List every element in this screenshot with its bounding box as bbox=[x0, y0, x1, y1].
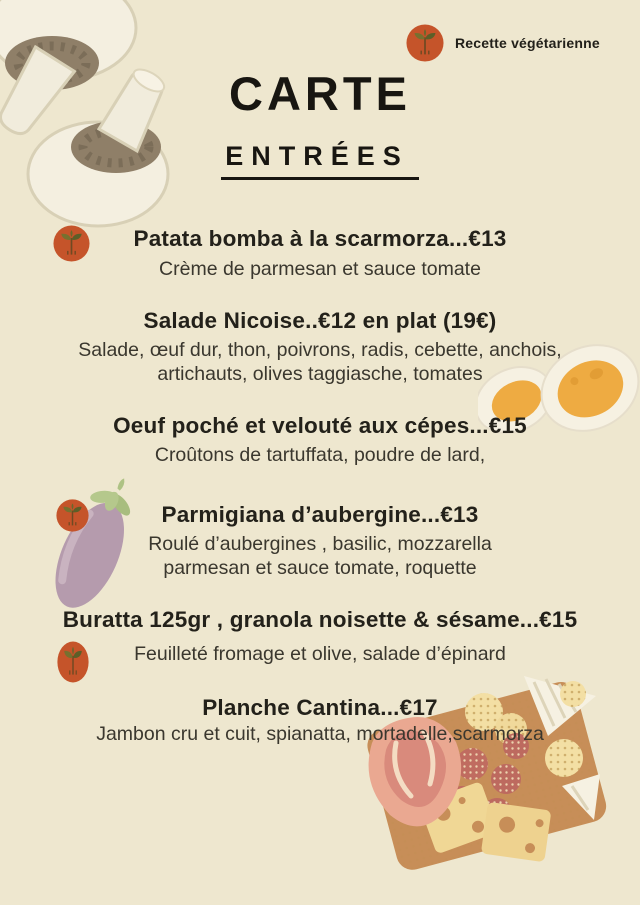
section-heading: ENTRÉES bbox=[221, 141, 419, 180]
menu-item-description: artichauts, olives taggiasche, tomates bbox=[157, 363, 483, 385]
menu-item-title: Parmigiana d’aubergine...€13 bbox=[161, 502, 479, 527]
menu-item-description: parmesan et sauce tomate, roquette bbox=[163, 557, 477, 579]
menu-item-title: Patata bomba à la scarmorza...€13 bbox=[133, 226, 507, 251]
vegetarian-icon bbox=[406, 24, 444, 62]
menu-item-description: Salade, œuf dur, thon, poivrons, radis, cebette, anchois, bbox=[78, 339, 562, 361]
menu-item-description: Crème de parmesan et sauce tomate bbox=[159, 258, 481, 280]
menu-item-description: Croûtons de tartuffata, poudre de lard, bbox=[154, 444, 486, 466]
menu-item-description: Roulé d’aubergines , basilic, mozzarella bbox=[148, 533, 492, 555]
menu-item-description: Feuilleté fromage et olive, salade d’épinard bbox=[134, 643, 506, 665]
vegetarian-legend-label: Recette végétarienne bbox=[455, 35, 600, 51]
menu-item-title: Oeuf poché et velouté aux cépes...€15 bbox=[113, 413, 527, 438]
menu-item-title: Buratta 125gr , granola noisette & sésame...€15 bbox=[62, 607, 578, 632]
vegetarian-legend bbox=[406, 24, 600, 62]
menu-item-description: Jambon cru et cuit, spianatta, mortadelle,scarmorza bbox=[96, 723, 544, 745]
menu-item-title: Salade Nicoise..€12 en plat (19€) bbox=[143, 308, 497, 333]
section-heading-wrap bbox=[0, 141, 640, 180]
menu-item-title: Planche Cantina...€17 bbox=[202, 695, 438, 720]
page-title: CARTE bbox=[229, 67, 411, 120]
